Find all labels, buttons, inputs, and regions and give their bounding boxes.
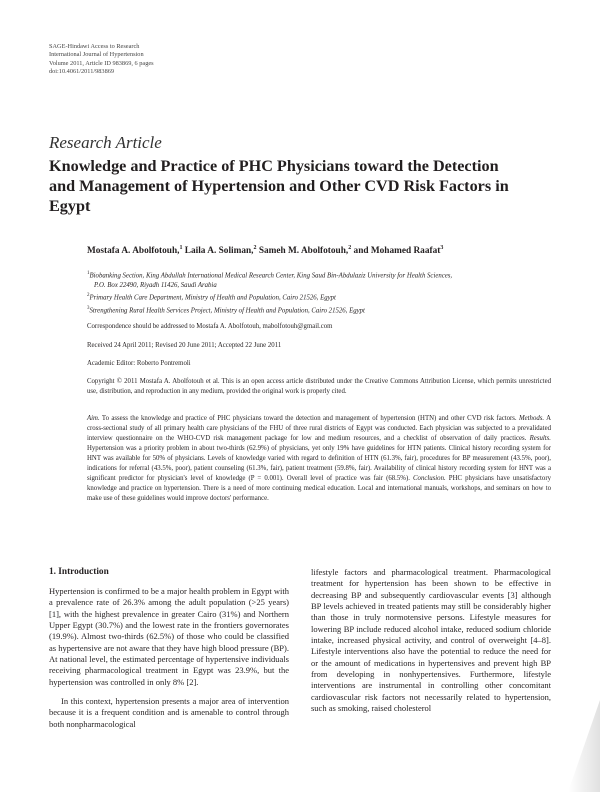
abstract-label: Conclusion. [413,475,446,483]
body-paragraph: In this context, hypertension presents a major area of intervention because it is a frequent condition and is amenable to control through both nonpharmacological [49,696,289,729]
abstract-text: A cross-sectional study of all primary health care physicians of the FHU of three rural districts of Egypt was conducted. Each physician was subjected to a prevalidated interview questionnaire on the WHO-CVD risk management package for low and medium resources, and a checklist of observation of daily practices. [87,415,551,443]
affiliation-text: Strengthening Rural Health Services Project, Ministry of Health and Population, Cairo 21526, Egypt [89,306,365,314]
abstract-text: PHC physicians have unsatisfactory knowledge and practice on hypertension. There is a need of more continuing medical education. Local and international manuals, workshops, and seminars on how to make use of these guidelines would improve doctors' performance. [87,475,551,503]
author-name: and Mohamed Raafat [353,246,441,257]
abstract-text: To assess the knowledge and practice of PHC physicians toward the detection and management of hypertension (HTN) and other CVD risk factors. [99,415,519,422]
title-line: Knowledge and Practice of PHC Physicians toward the Detection [49,157,499,175]
publication-header [49,43,154,76]
affiliation-sup: 1 [87,271,90,276]
header-line: International Journal of Hypertension [49,51,144,59]
affiliation [87,304,551,316]
affiliations [87,269,551,316]
abstract-label: Results. [529,435,551,443]
abstract-text: Hypertension was a priority problem in about two-thirds (62.9%) of physicians, yet only 19% have guidelines for HTN patients. Clinical history recording system for HNT was available for 50% of physicians. Levels of knowledge varied with regard to definition of HTN (61.3%, fair), procedures for BP measurement (43.5%, poor), indications for referral (43.5%, poor), patient counseling (61.3%, fair), patient treatment (59.8%, fair). Availability of clinical history recording system for HNT was a significant predictor for physician's level of knowledge (P = 0.001). Overall level of practice was fair (68.5%). [87,445,551,483]
author-sup: 3 [440,245,444,251]
article-type: Research Article [49,133,162,152]
affiliation-cont: P.O. Box 22490, Riyadh 11426, Saudi Arabia [94,282,217,290]
affiliation-text: Biobanking Section, King Abdullah International Medical Research Center, King Saud Bin-Abdulaziz University for Health Sciences, [89,272,453,280]
header-line: doi:10.4061/2011/983869 [49,67,115,75]
author-sup: 2 [253,245,257,251]
copyright-notice: Copyright © 2011 Mostafa A. Abolfotouh et al. This is an open access article distributed under the Creative Commons Attribution License, which permits unrestricted use, distribution, and reproduction in any medium, provided the original work is properly cited. [87,378,551,395]
affiliation [87,269,551,281]
author-sup: 2 [348,245,352,251]
header-line: SAGE-Hindawi Access to Research [49,43,140,50]
body-paragraph: Hypertension is confirmed to be a major health problem in Egypt with a prevalence rate of 26.3% among the adult population (>25 years) [1], with the highest prevalence in greater Cairo (31%) and Northern Upper Egypt (30.7%) and the lowest rate in the frontiers governorates (19.9%). Almost two-thirds (62.5%) of those who could be classified as hypertensive are not aware that they have high blood pressure (BP). At national level, the estimated percentage of hypertensive individuals receiving pharmacological treatment in Egypt was 23.9%, but the hypertension was controlled in only 8% [2]. [49,586,289,687]
affiliation-sup: 2 [87,293,90,299]
author-list [87,245,443,256]
author-sup: 1 [179,245,183,251]
title-line: Egypt [49,197,91,215]
article-title [49,156,559,216]
academic-editor: Academic Editor: Roberto Pontremoli [87,360,191,367]
affiliation-text: Primary Health Care Department, Ministry of Health and Population, Cairo 21526, Egypt [89,294,336,302]
author-name: Mostafa A. Abolfotouh, [87,246,180,257]
header-line: Volume 2011, Article ID 983869, 6 pages [49,59,154,67]
abstract-label: Methods. [518,415,545,422]
body-paragraph: lifestyle factors and pharmacological treatment. Pharmacological treatment for hypertension has been shown to be effective in decreasing BP and subsequently cardiovascular events [3] although BP levels achieved in treated patients may still be considerably higher than those in truly normotensive persons. Lifestyle measures for lowering BP include reduced alcohol intake, reduced sodium chloride intake, increased physical activity, and control of overweight [4–8]. Lifestyle interventions also have the potential to reduce the need for or the amount of medications in hypertensives and prevent high BP from developing in nonhypertensives. Furthermore, lifestyle interventions are instrumental in controlling other concomitant cardiovascular risk factors not necessarily related to hypertension, such as smoking, raised cholesterol [311,567,551,714]
abstract-label: Aim. [87,415,100,422]
affiliation [87,291,551,303]
author-name: Laila A. Soliman, [184,246,254,257]
section-heading: 1. Introduction [49,567,109,577]
abstract [87,414,551,504]
author-name: Sameh M. Abolfotouh, [258,246,349,257]
correspondence: Correspondence should be addressed to Mostafa A. Abolfotouh, mabolfotouh@gmail.com [87,323,333,330]
affiliation-sup: 3 [87,305,90,311]
left-column [49,567,289,730]
title-line: and Management of Hypertension and Other CVD Risk Factors in [49,177,509,195]
paragraph-gap [49,688,289,696]
article-dates: Received 24 April 2011; Revised 20 June 2011; Accepted 22 June 2011 [87,342,282,349]
right-column [311,567,551,714]
